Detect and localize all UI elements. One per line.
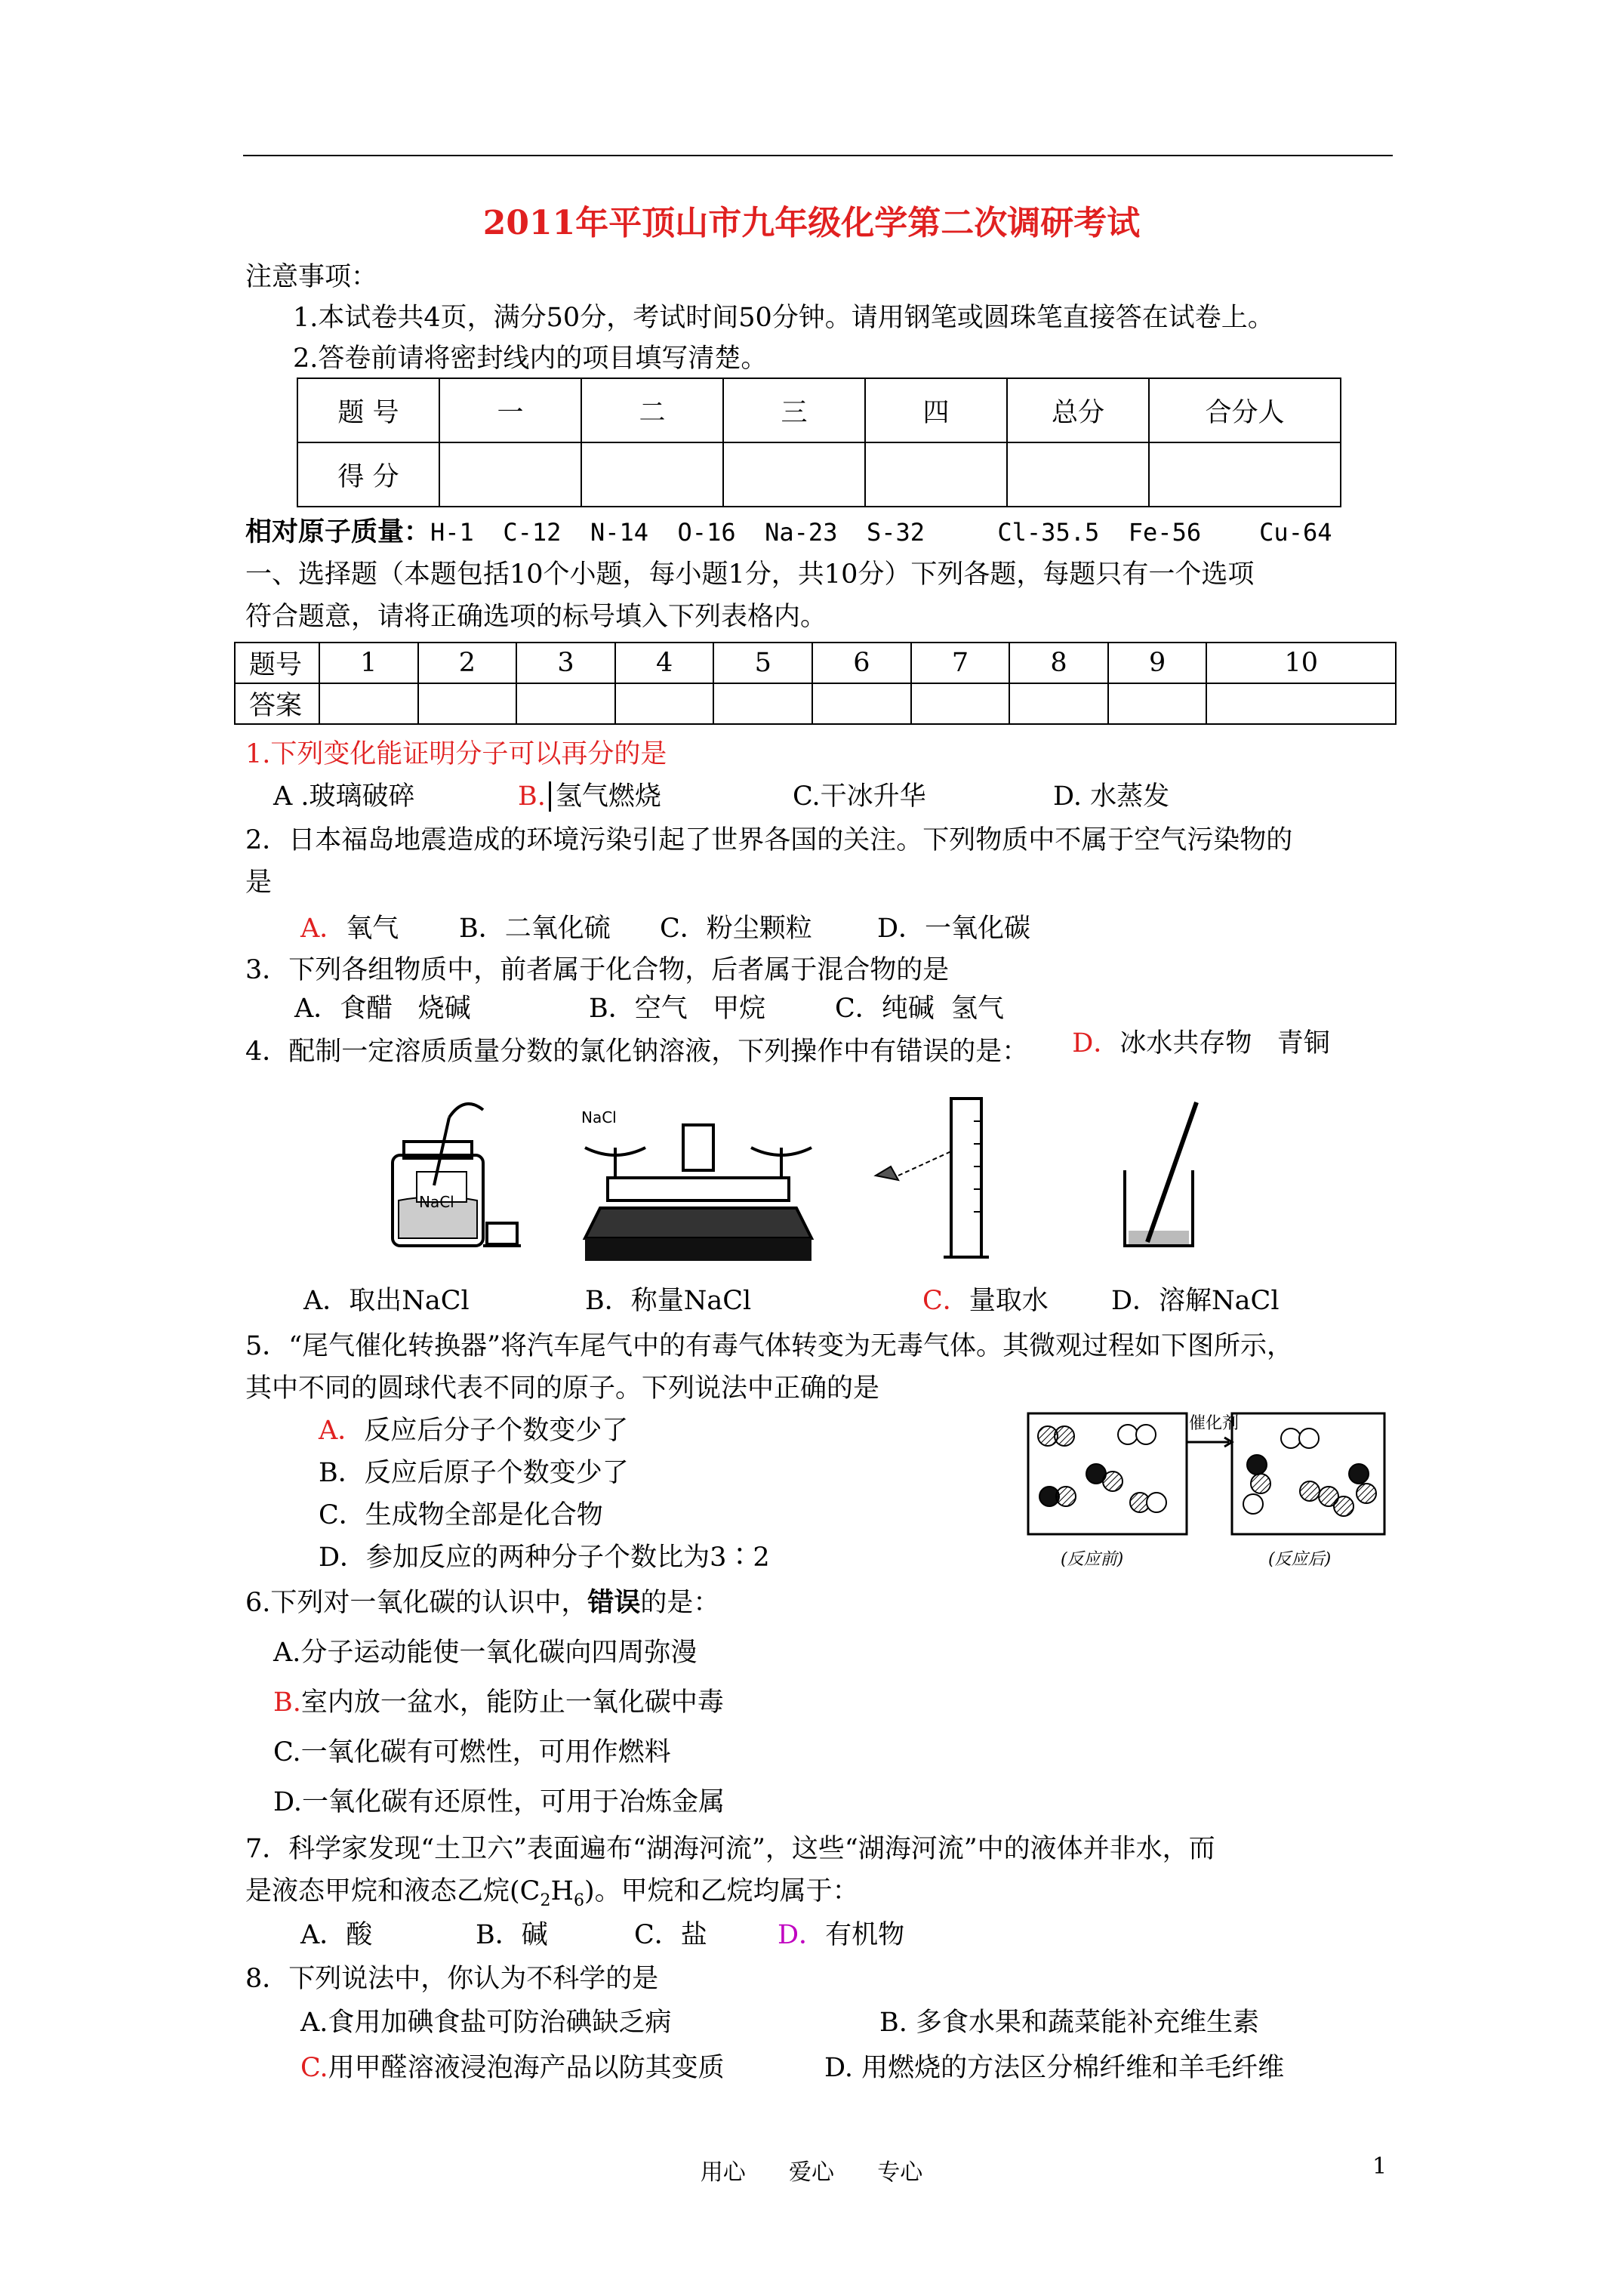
beaker-figure	[1110, 1095, 1223, 1261]
q8-option-c: 用甲醛溶液浸泡海产品以防其变质	[328, 2053, 725, 2083]
section1-line2: 符合题意，请将正确选项的标号填入下列表格内。	[245, 602, 827, 632]
q7-line2-post: )。甲烷和乙烷均属于：	[584, 1876, 859, 1906]
q1-option-b-letter: B.	[518, 781, 546, 812]
q2-option-b: B．二氧化硫	[459, 914, 611, 944]
q4-option-b: B．称量NaCl	[585, 1286, 752, 1316]
q7-option-c: C．盐	[634, 1920, 707, 1950]
answer-number: 6	[812, 643, 911, 683]
q6-stem-bold: 错误	[587, 1587, 641, 1618]
q3-stem: 3．下列各组物质中，前者属于化合物，后者属于混合物的是	[245, 955, 950, 985]
q5-option-c: C．生成物全部是化合物	[319, 1500, 603, 1530]
answer-cell[interactable]	[615, 683, 714, 724]
q1-option-a: A .玻璃破碎	[273, 781, 415, 812]
q7-line1: 7．科学家发现“土卫六”表面遍布“湖海河流”，这些“湖海河流”中的液体并非水，而	[245, 1834, 1215, 1864]
answer-number: 8	[1009, 643, 1108, 683]
score-cell[interactable]	[581, 442, 723, 507]
score-cell[interactable]	[1149, 442, 1341, 507]
q6-option-d: D.一氧化碳有还原性，可用于冶炼金属	[273, 1787, 725, 1817]
answer-number: 10	[1206, 643, 1396, 683]
answer-table	[234, 642, 1397, 725]
page-number: 1	[1372, 2153, 1387, 2180]
q8-option-c-letter: C.	[300, 2053, 328, 2083]
q4-option-d: D．溶解NaCl	[1111, 1286, 1280, 1316]
q8-option-b: B. 多食水果和蔬菜能补充维生素	[879, 2008, 1259, 2038]
q3-option-a: A．食醋 烧碱	[294, 994, 471, 1024]
q6-option-c: C.一氧化碳有可燃性，可用作燃料	[273, 1737, 671, 1767]
q5-option-b: B．反应后原子个数变少了	[319, 1458, 629, 1488]
q8-option-d: D. 用燃烧的方法区分棉纤维和羊毛纤维	[824, 2053, 1285, 2083]
score-cell[interactable]	[723, 442, 865, 507]
q2-option-c: C．粉尘颗粒	[660, 914, 812, 944]
score-cell[interactable]	[1007, 442, 1149, 507]
q2-option-d: D．一氧化碳	[877, 914, 1031, 944]
catalyst-label: 催化剂	[1189, 1414, 1240, 1433]
reagent-bottle-figure	[377, 1087, 521, 1261]
q4-stem: 4．配制一定溶质质量分数的氯化钠溶液，下列操作中有错误的是：	[245, 1037, 1029, 1067]
answer-q-label: 题号	[235, 643, 319, 683]
page-title: 2011年平顶山市九年级化学第二次调研考试	[482, 204, 1141, 242]
answer-cell[interactable]	[812, 683, 911, 724]
score-table-header: 四	[865, 378, 1007, 442]
answer-number: 5	[713, 643, 812, 683]
q5-option-a-letter: A．	[319, 1416, 365, 1446]
balance-figure	[577, 1102, 819, 1268]
answer-a-label: 答案	[235, 683, 319, 724]
answer-number: 3	[516, 643, 615, 683]
answer-cell[interactable]	[1009, 683, 1108, 724]
notice-item-1: 1.本试卷共4页，满分50分，考试时间50分钟。请用钢笔或圆珠笔直接答在试卷上。	[293, 303, 1274, 333]
answer-cell[interactable]	[911, 683, 1010, 724]
score-table	[297, 378, 1341, 507]
q2-option-a: 氧气	[346, 914, 399, 944]
q8-stem: 8．下列说法中，你认为不科学的是	[245, 1964, 659, 1994]
answer-number: 2	[418, 643, 517, 683]
header-rule	[243, 155, 1393, 156]
q1-stem: 1.下列变化能证明分子可以再分的是	[245, 739, 667, 769]
score-row-label: 得 分	[297, 442, 439, 507]
q2-option-a-letter: A．	[300, 914, 346, 944]
q6-stem-pre: 6.下列对一氧化碳的认识中，	[245, 1588, 588, 1618]
answer-cell[interactable]	[516, 683, 615, 724]
q7-option-a: A．酸	[300, 1920, 373, 1950]
q5-option-d: D．参加反应的两种分子个数比为3∶2	[319, 1542, 770, 1573]
bottle-label: NaCl	[419, 1193, 454, 1211]
q5-option-a: 反应后分子个数变少了	[364, 1416, 629, 1446]
score-table-header: 总分	[1007, 378, 1149, 442]
q1-option-b: 氢气燃烧	[549, 781, 661, 812]
graduated-cylinder-figure	[868, 1091, 996, 1272]
q4-option-a: A．取出NaCl	[303, 1286, 470, 1316]
q4-option-c-letter: C．	[922, 1286, 969, 1316]
section1-line1: 一、选择题（本题包括10个小题，每小题1分，共10分）下列各题，每题只有一个选项	[245, 559, 1255, 590]
q1-option-c: C.干冰升华	[793, 781, 926, 812]
score-table-header: 二	[581, 378, 723, 442]
notice-heading: 注意事项：	[245, 262, 378, 292]
q3-option-b: B．空气 甲烷	[589, 994, 766, 1024]
notice-item-2: 2.答卷前请将密封线内的项目填写清楚。	[293, 344, 768, 374]
q3-option-c: C．纯碱 氢气	[835, 994, 1005, 1024]
q2-line2: 是	[245, 868, 273, 898]
answer-number: 9	[1108, 643, 1207, 683]
footer-motto: 用心 爱心 专心	[700, 2159, 923, 2186]
q7-option-d: 有机物	[825, 1920, 905, 1950]
answer-number: 4	[615, 643, 714, 683]
answer-cell[interactable]	[713, 683, 812, 724]
q8-option-a: A.食用加碘食盐可防治碘缺乏病	[300, 2008, 672, 2038]
q7-option-d-letter: D．	[778, 1920, 826, 1950]
score-table-header: 题 号	[297, 378, 439, 442]
answer-number: 1	[319, 643, 418, 683]
answer-number: 7	[911, 643, 1010, 683]
score-table-header: 三	[723, 378, 865, 442]
balance-label: NaCl	[581, 1108, 617, 1126]
answer-cell[interactable]	[1108, 683, 1207, 724]
answer-cell[interactable]	[1206, 683, 1396, 724]
atomic-mass-label: 相对原子质量：	[245, 516, 431, 547]
q7-option-b: B．碱	[476, 1920, 548, 1950]
score-table-header: 合分人	[1149, 378, 1341, 442]
q1-option-d: D. 水蒸发	[1053, 781, 1170, 812]
score-cell[interactable]	[865, 442, 1007, 507]
q7-line2-pre: 是液态甲烷和液态乙烷(C	[245, 1876, 540, 1906]
q7-sub1: 2	[540, 1891, 551, 1910]
before-label: (反应前)	[1061, 1550, 1124, 1569]
q5-line1: 5．“尾气催化转换器”将汽车尾气中的有毒气体转变为无毒气体。其微观过程如下图所示，	[245, 1331, 1294, 1361]
q5-line2: 其中不同的圆球代表不同的原子。下列说法中正确的是	[245, 1373, 880, 1404]
atomic-mass-values: H-1 C-12 N-14 O-16 Na-23 S-32 Cl-35.5 Fe-56 Cu-64	[430, 518, 1332, 547]
score-table-header: 一	[439, 378, 581, 442]
answer-cell[interactable]	[418, 683, 517, 724]
q6-stem-post: 的是：	[640, 1588, 720, 1618]
q3-option-d: 冰水共存物 青铜	[1119, 1028, 1330, 1059]
q7-sub2: 6	[573, 1891, 584, 1910]
q6-option-b: 室内放一盆水，能防止一氧化碳中毒	[300, 1687, 724, 1718]
answer-cell[interactable]	[319, 683, 418, 724]
q7-line2-mid: H	[550, 1876, 574, 1906]
q3-option-d-letter: D．	[1072, 1028, 1120, 1059]
q4-option-c: 量取水	[969, 1286, 1049, 1316]
q6-option-b-letter: B.	[273, 1687, 301, 1718]
q2-line1: 2．日本福岛地震造成的环境污染引起了世界各国的关注。下列物质中不属于空气污染物的	[245, 825, 1293, 855]
q6-option-a: A.分子运动能使一氧化碳向四周弥漫	[273, 1638, 698, 1668]
score-cell[interactable]	[439, 442, 581, 507]
after-label: (反应后)	[1268, 1550, 1332, 1569]
